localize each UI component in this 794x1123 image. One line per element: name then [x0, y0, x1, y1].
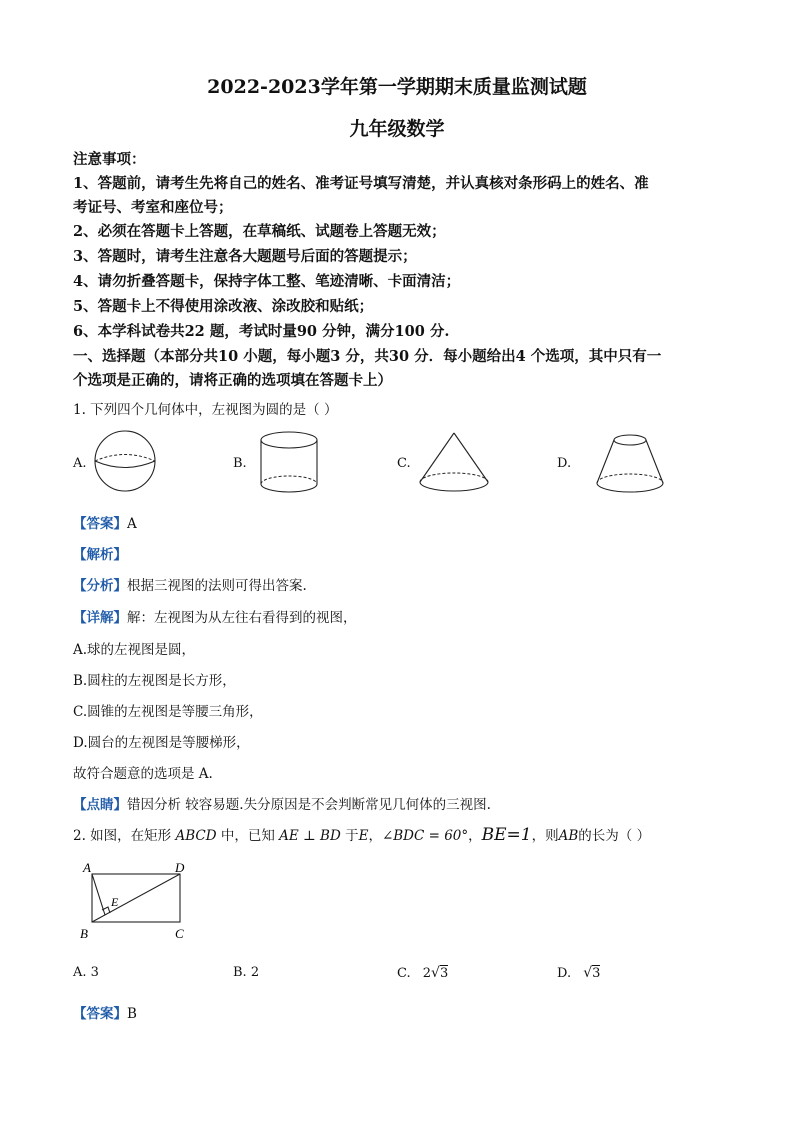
fenxi-tag: 【分析】: [73, 578, 127, 594]
q1-stem: 1. 下列四个几何体中，左视图为圆的是（ ）: [73, 402, 338, 418]
q2-option-d-label: D.: [557, 966, 572, 981]
q2-stem-text: ，则: [531, 828, 559, 844]
answer-tag: 【答案】: [73, 1006, 127, 1022]
cylinder-figure: [256, 430, 326, 500]
q2-answer: B: [127, 1006, 137, 1022]
q1-option-b-label: B.: [233, 456, 247, 471]
q2-option-c-radicand: 3: [439, 966, 449, 981]
q1-option-d-label: D.: [557, 456, 572, 471]
vertex-label-d: D: [175, 860, 185, 875]
analysis-tag: 【解析】: [73, 547, 127, 563]
q1-xiangjie: 解：左视图为从左往右看得到的视图，: [127, 610, 357, 626]
section-heading-line1: 一、选择题（本部分共10 小题，每小题3 分，共30 分．每小题给出4 个选项，其中只有一: [73, 348, 662, 365]
q2-stem-text: 的长为（ ）: [578, 828, 651, 844]
q2-stem-text: 2. 如图，在矩形: [73, 828, 172, 844]
q2-option-c-value: 2: [422, 966, 432, 981]
q1-fenxi: 根据三视图的法则可得出答案.: [127, 578, 307, 594]
q1-explain-line: C.圆锥的左视图是等腰三角形，: [73, 704, 263, 720]
rectangle-figure: [75, 858, 195, 946]
q2-math-be: BE=1: [481, 825, 532, 845]
page-subtitle: 九年级数学: [349, 118, 445, 140]
q2-stem-text: 于: [345, 828, 359, 844]
vertex-label-a: A: [83, 860, 91, 875]
notice-heading: 注意事项：: [73, 151, 146, 168]
point-label-e: E: [111, 895, 119, 909]
q1-dianjing: 错因分析 较容易题.失分原因是不会判断常见几何体的三视图.: [127, 797, 491, 813]
q2-stem-text: ，: [368, 828, 382, 844]
sphere-figure: [92, 426, 162, 496]
notice-item: 1、答题前，请考生先将自己的姓名、准考证号填写清楚，并认真核对条形码上的姓名、准: [73, 175, 649, 192]
page-title: 2022-2023学年第一学期期末质量监测试题: [207, 76, 587, 98]
notice-item: 3、答题时，请考生注意各大题题号后面的答题提示；: [73, 248, 417, 265]
q1-explain-line: B.圆柱的左视图是长方形，: [73, 673, 236, 689]
q2-stem-text: 中，已知: [220, 828, 275, 844]
notice-item: 6、本学科试卷共22 题，考试时量90 分钟，满分100 分.: [73, 323, 450, 340]
q1-option-c-label: C.: [397, 456, 411, 471]
q2-option-b-value: 2: [250, 965, 260, 980]
q1-option-a-label: A.: [73, 456, 87, 471]
vertex-label-c: C: [175, 926, 184, 941]
q1-explain-line: D.圆台的左视图是等腰梯形，: [73, 735, 250, 751]
cone-figure: [416, 430, 496, 500]
q2-option-c-label: C.: [397, 966, 411, 981]
notice-item: 4、请勿折叠答题卡，保持字体工整、笔迹清晰、卡面清洁；: [73, 273, 461, 290]
q2-option-b-label: B.: [233, 965, 247, 980]
q1-explain-line: 故符合题意的选项是 A.: [73, 766, 213, 782]
notice-item: 2、必须在答题卡上答题，在草稿纸、试题卷上答题无效；: [73, 223, 446, 240]
q2-stem-text: ，: [468, 828, 482, 844]
q2-math-ab: AB: [558, 828, 579, 844]
notice-item: 5、答题卡上不得使用涂改液、涂改胶和贴纸；: [73, 298, 374, 315]
section-heading-line2: 个选项是正确的，请将正确的选项填在答题卡上）: [73, 372, 392, 389]
q2-option-a-label: A.: [73, 965, 87, 980]
sqrt-icon: √: [431, 965, 440, 981]
q2-math-angle: ∠BDC = 60°: [381, 828, 469, 844]
q2-option-a-value: 3: [90, 965, 99, 980]
q2-math-ae-bd: AE ⊥ BD: [279, 828, 341, 844]
xiangjie-tag: 【详解】: [73, 610, 127, 626]
vertex-label-b: B: [80, 926, 88, 941]
q2-math-abcd: ABCD: [175, 828, 217, 844]
frustum-figure: [592, 430, 672, 500]
dianjing-tag: 【点睛】: [73, 797, 127, 813]
q1-explain-line: A.球的左视图是圆，: [73, 642, 196, 658]
notice-item: 考证号、考室和座位号；: [73, 199, 233, 216]
q2-option-d-radicand: 3: [592, 966, 601, 981]
sqrt-icon: √: [583, 965, 593, 981]
q2-math-e: E: [358, 828, 369, 844]
answer-tag: 【答案】: [73, 516, 127, 532]
q2-stem: [73, 824, 650, 845]
q1-answer: A: [127, 516, 137, 532]
